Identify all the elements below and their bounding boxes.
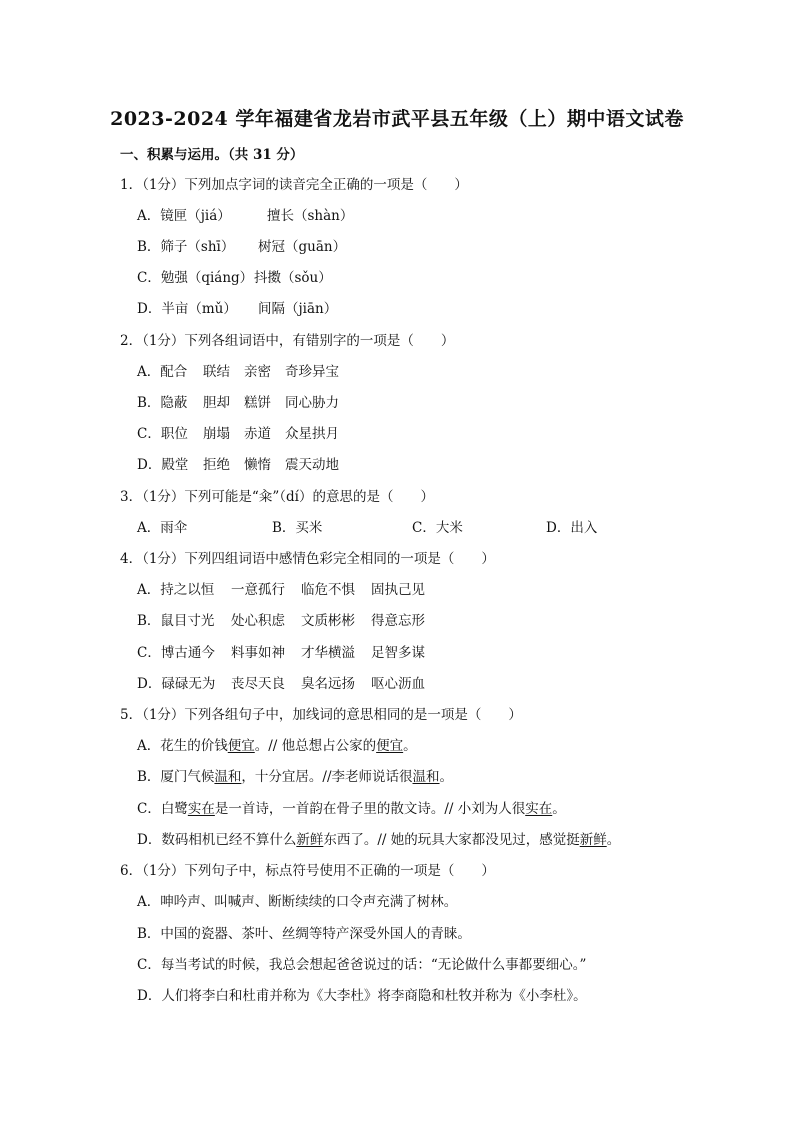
- question-1-option-d: D．半亩（mǔ） 间隔（jiān）: [137, 301, 338, 317]
- question-3-stem: 3．（1分）下列可能是“籴”（dí）的意思的是（ ）: [120, 489, 434, 505]
- underlined-word: 便宜: [376, 738, 404, 754]
- question-3-option-c: C．大米: [412, 520, 463, 536]
- question-3-option-a: A．雨伞: [137, 520, 188, 536]
- question-3-option-b: B．买米: [272, 520, 323, 536]
- question-4-option-c: C．博古通今 料事如神 才华横溢 足智多谋: [137, 645, 425, 661]
- exam-title: 2023-2024 学年福建省龙岩市武平县五年级（上）期中语文试卷: [110, 108, 684, 130]
- question-6-option-d: D．人们将李白和杜甫并称为《大李杜》将李商隐和杜牧并称为《小李杜》。: [137, 988, 587, 1004]
- underlined-word: 实在: [525, 801, 553, 817]
- question-5-stem: 5．（1分）下列各组句子中，加线词的意思相同的是一项是（ ）: [120, 707, 522, 723]
- question-4-option-a: A．持之以恒 一意孤行 临危不惧 固执己见: [137, 582, 425, 598]
- question-5-option-c: C．白鹭实在是一首诗，一首韵在骨子里的散文诗。// 小刘为人很实在。: [137, 801, 566, 817]
- question-1-option-b: B．筛子（shī） 树冠（guān）: [137, 239, 347, 255]
- underlined-word: 新鲜: [296, 832, 324, 848]
- question-3-option-d: D．出入: [546, 520, 598, 536]
- question-2-option-d: D．殿堂 拒绝 懒惰 震天动地: [137, 457, 339, 473]
- question-1-option-c: C．勉强（qiáng）抖擞（sǒu）: [137, 270, 332, 286]
- question-2-stem: 2．（1分）下列各组词语中，有错别字的一项是（ ）: [120, 333, 455, 349]
- underlined-word: 便宜: [227, 738, 255, 754]
- question-1-stem: 1．（1分）下列加点字词的读音完全正确的一项是（ ）: [120, 177, 468, 193]
- question-6-stem: 6．（1分）下列句子中，标点符号使用不正确的一项是（ ）: [120, 863, 495, 879]
- underlined-word: 实在: [187, 801, 215, 817]
- question-2-option-a: A．配合 联结 亲密 奇珍异宝: [137, 364, 339, 380]
- underlined-word: 新鲜: [579, 832, 607, 848]
- question-1-option-a: A．镜匣（jiá） 擅长（shàn）: [137, 208, 354, 224]
- section-heading: 一、积累与运用。（共 31 分）: [120, 147, 304, 163]
- question-5-option-a: A．花生的价钱便宜。// 他总想占公家的便宜。: [137, 738, 417, 754]
- question-2-option-b: B．隐蔽 胆却 糕饼 同心胁力: [137, 395, 339, 411]
- question-5-option-d: D．数码相机已经不算什么新鲜东西了。// 她的玩具大家都没见过，感觉挺新鲜。: [137, 832, 621, 848]
- underlined-word: 温和: [412, 769, 440, 785]
- question-5-option-b: B．厦门气候温和，十分宜居。//李老师说话很温和。: [137, 769, 454, 785]
- question-3-options: [137, 518, 597, 538]
- question-4-stem: 4．（1分）下列四组词语中感情色彩完全相同的一项是（ ）: [120, 551, 495, 567]
- question-4-option-d: D．碌碌无为 丧尽天良 臭名远扬 呕心沥血: [137, 676, 425, 692]
- question-6-option-b: B．中国的瓷器、茶叶、丝绸等特产深受外国人的青睐。: [137, 926, 471, 942]
- question-6-option-a: A．呻吟声、叫喊声、断断续续的口令声充满了树林。: [137, 894, 458, 910]
- underlined-word: 温和: [214, 769, 242, 785]
- question-6-option-c: C．每当考试的时候，我总会想起爸爸说过的话：“无论做什么事都要细心。”: [137, 957, 587, 973]
- question-2-option-c: C．职位 崩塌 赤道 众星拱月: [137, 426, 339, 442]
- question-4-option-b: B．鼠目寸光 处心积虑 文质彬彬 得意忘形: [137, 613, 425, 629]
